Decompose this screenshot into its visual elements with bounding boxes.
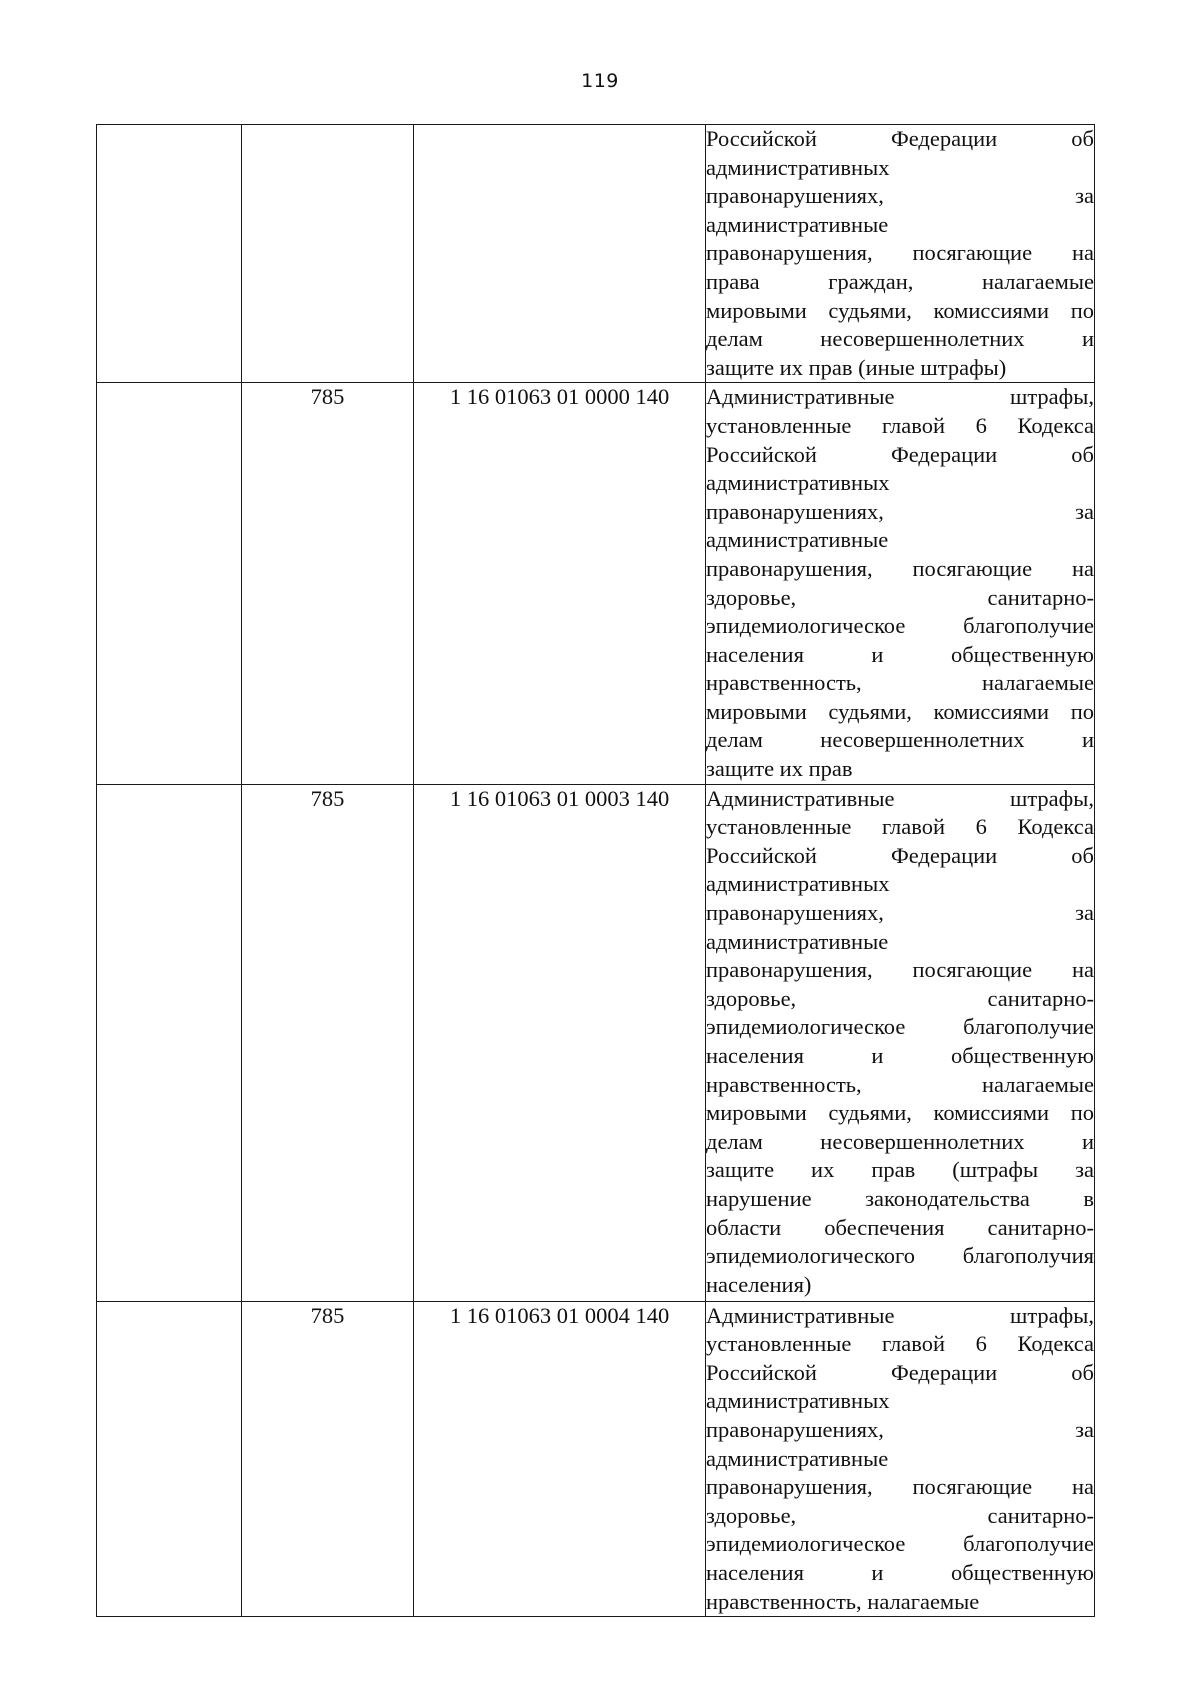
description-line: права граждан, налагаемые [706, 268, 1094, 294]
admin-code-cell: 785 [242, 383, 414, 784]
description-line: правонарушения, посягающие на [706, 240, 1094, 266]
page-number: 119 [581, 70, 619, 92]
description-line: правонарушениях, за [706, 900, 1094, 926]
empty-cell [97, 383, 242, 784]
kbk-code-cell: 1 16 01063 01 0003 140 [414, 784, 706, 1301]
description-line: делам несовершеннолетних и [706, 326, 1094, 352]
description-line: защите их прав (штрафы за [706, 1157, 1094, 1183]
kbk-code-cell [414, 125, 706, 383]
table-row [97, 1301, 1095, 1617]
description-line: правонарушениях, за [706, 1417, 1094, 1443]
description-line: административных [706, 871, 890, 897]
description-line: правонарушениях, за [706, 183, 1094, 209]
description-line: административные [706, 1445, 889, 1471]
description-line: Административные штрафы, [706, 384, 1094, 410]
description-line: эпидемиологическое благополучие [706, 1531, 1094, 1557]
description-cell [706, 383, 1095, 784]
description-line: защите их прав [706, 756, 853, 782]
description-line: правонарушениях, за [706, 498, 1094, 524]
description-line: нравственность, налагаемые [706, 1588, 980, 1614]
table-row [97, 383, 1095, 784]
description-line: установленные главой 6 Кодекса [706, 412, 1094, 438]
empty-cell [97, 784, 242, 1301]
description-line: нарушение законодательства в [706, 1185, 1094, 1211]
kbk-code-cell: 1 16 01063 01 0004 140 [414, 1301, 706, 1617]
description-line: правонарушения, посягающие на [706, 555, 1094, 581]
description-line: нравственность, налагаемые [706, 670, 1094, 696]
description-line: здоровье, санитарно- [706, 985, 1094, 1011]
description-cell [706, 125, 1095, 383]
description-line: административных [706, 154, 890, 180]
description-line: Российской Федерации об [706, 126, 1094, 151]
description-line: населения и общественную [706, 1560, 1094, 1585]
admin-code-cell: 785 [242, 784, 414, 1301]
description-line: эпидемиологическое благополучие [706, 613, 1094, 639]
description-line: административные [706, 527, 889, 553]
admin-code-cell [242, 125, 414, 383]
description-line: установленные главой 6 Кодекса [706, 814, 1094, 840]
description-line: Российской Федерации об [706, 842, 1094, 868]
description-line: Административные штрафы, [706, 785, 1094, 811]
empty-cell [97, 1301, 242, 1617]
table-row [97, 784, 1095, 1301]
description-line: установленные главой 6 Кодекса [706, 1331, 1094, 1357]
description-line: правонарушения, посягающие на [706, 957, 1094, 983]
description-line: населения) [706, 1271, 812, 1297]
table-row [97, 125, 1095, 383]
description-line: населения и общественную [706, 1043, 1094, 1068]
admin-code-cell: 785 [242, 1301, 414, 1617]
description-line: мировыми судьями, комиссиями по [706, 698, 1094, 724]
description-line: Российской Федерации об [706, 1359, 1094, 1385]
description-cell [706, 1301, 1095, 1617]
description-line: нравственность, налагаемые [706, 1071, 1094, 1097]
description-line: здоровье, санитарно- [706, 584, 1094, 610]
description-line: делам несовершеннолетних и [706, 1128, 1094, 1154]
description-line: эпидемиологического благополучия [706, 1243, 1094, 1269]
description-line: населения и общественную [706, 641, 1094, 667]
kbk-code-cell: 1 16 01063 01 0000 140 [414, 383, 706, 784]
description-cell [706, 784, 1095, 1301]
empty-cell [97, 125, 242, 383]
description-line: административные [706, 211, 889, 237]
description-line: здоровье, санитарно- [706, 1502, 1094, 1528]
description-line: мировыми судьями, комиссиями по [706, 1100, 1094, 1126]
budget-codes-table [96, 124, 1095, 1617]
description-line: административных [706, 470, 890, 496]
description-line: Российской Федерации об [706, 441, 1094, 467]
description-line: защите их прав (иные штрафы) [706, 354, 1007, 380]
description-line: эпидемиологическое благополучие [706, 1014, 1094, 1040]
description-line: делам несовершеннолетних и [706, 727, 1094, 753]
description-line: административные [706, 928, 889, 954]
description-line: административных [706, 1388, 890, 1414]
description-line: правонарушения, посягающие на [706, 1474, 1094, 1500]
description-line: Административные штрафы, [706, 1302, 1094, 1328]
description-line: области обеспечения санитарно- [706, 1214, 1094, 1240]
description-line: мировыми судьями, комиссиями по [706, 297, 1094, 323]
